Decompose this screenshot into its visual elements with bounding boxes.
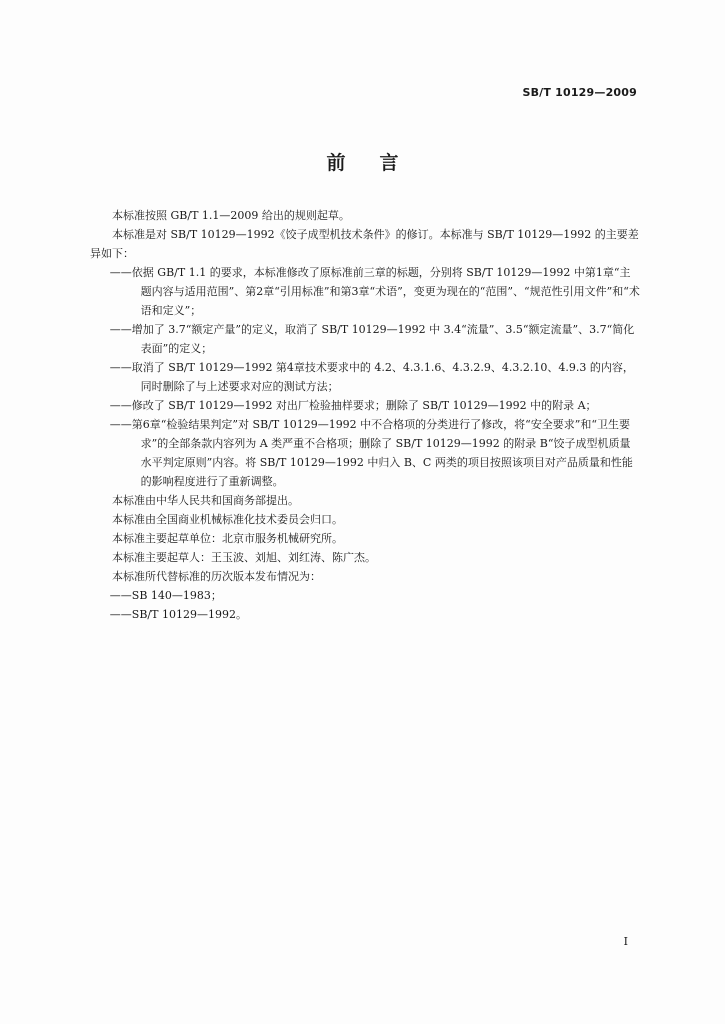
change-item: ——依据 GB/T 1.1 的要求，本标准修改了原标准前三章的标题，分别将 SB/T 10129—1992 中第1章“主题内容与适用范围”、第2章“引用标准”和第3章“术语”，变更为现在的“范围”、“规范性引用文件”和“术语和定义”； — [109, 266, 640, 317]
page-title: 前言 — [326, 152, 433, 174]
statement-proposer: 本标准由中华人民共和国商务部提出。 — [112, 494, 299, 507]
change-item: ——取消了 SB/T 10129—1992 第4章技术要求中的 4.2、4.3.1.6、4.3.2.9、4.3.2.10、4.9.3 的内容，同时删除了与上述要求对应的测试方法； — [109, 361, 634, 393]
change-item: ——第6章“检验结果判定”对 SB/T 10129—1992 中不合格项的分类进行了修改，将“安全要求”和“卫生要求”的全部条款内容列为 A 类严重不合格项；删除了 SB/T 10129—1992 的附录 B“饺子成型机质量水平判定原则”内容。将 SB/T 10129—1992 中归入 B、C 两类的项目按照该项目对产品质量和性能的影响程度进行了重新调整。 — [109, 418, 633, 488]
changes-list — [90, 263, 640, 491]
statement-committee: 本标准由全国商业机械标准化技术委员会归口。 — [112, 513, 343, 526]
statement-drafters: 本标准主要起草人：王玉波、刘旭、刘红涛、陈广杰。 — [112, 551, 376, 564]
change-item: ——增加了 3.7“额定产量”的定义，取消了 SB/T 10129—1992 中 3.4“流量”、3.5“额定流量”、3.7“简化表面”的定义； — [109, 323, 635, 355]
statement-history-intro: 本标准所代替标准的历次版本发布情况为： — [112, 570, 321, 583]
statement-drafting-unit: 本标准主要起草单位：北京市服务机械研究所。 — [112, 532, 343, 545]
page-number: I — [623, 935, 628, 948]
history-item: ——SB 140—1983； — [109, 589, 222, 602]
paragraph-revision-intro: 本标准是对 SB/T 10129—1992《饺子成型机技术条件》的修订。本标准与 SB/T 10129—1992 的主要差异如下： — [90, 228, 639, 260]
history-list — [90, 586, 640, 624]
paragraph-drafting-rule: 本标准按照 GB/T 1.1—2009 给出的规则起草。 — [112, 209, 350, 222]
foreword-body — [90, 206, 640, 624]
standard-code: SB/T 10129—2009 — [522, 86, 637, 99]
history-item: ——SB/T 10129—1992。 — [109, 608, 247, 621]
change-item: ——修改了 SB/T 10129—1992 对出厂检验抽样要求；删除了 SB/T 10129—1992 中的附录 A； — [109, 399, 597, 412]
